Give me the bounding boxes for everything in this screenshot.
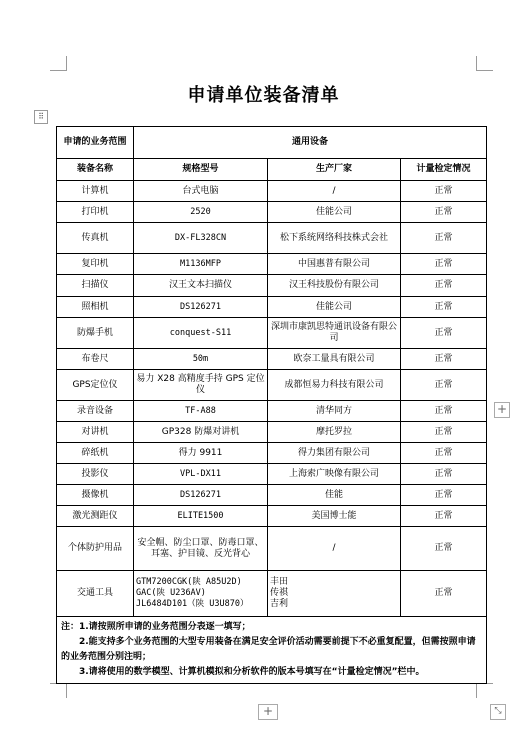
table-row — [57, 401, 487, 422]
scope-value: 通用设备 — [134, 127, 487, 159]
equipment-status: 正常 — [401, 318, 487, 349]
page-title: 申请单位装备清单 — [187, 85, 340, 106]
move-handle-icon[interactable]: ⠿ — [34, 110, 48, 124]
crop-mark-top-left — [50, 56, 67, 71]
table-row — [57, 223, 487, 254]
equipment-maker: 深圳市康凯思特通讯设备有限公司 — [268, 318, 401, 349]
table-row — [57, 318, 487, 349]
equipment-status: 正常 — [401, 401, 487, 422]
table-row — [57, 202, 487, 223]
equipment-name: 交通工具 — [57, 571, 134, 617]
equipment-name: 摄像机 — [57, 485, 134, 506]
equipment-maker: 上海索广映像有限公司 — [268, 464, 401, 485]
crop-mark-bottom-left — [50, 683, 67, 698]
note-line: 2.能支持多个业务范围的大型专用装备在满足安全评价活动需要前提下不必重复配置，但需按照申请的业务范围分别注明； — [61, 637, 476, 662]
equipment-maker: 清华同方 — [268, 401, 401, 422]
equipment-name: 布卷尺 — [57, 349, 134, 370]
equipment-maker: 佳能公司 — [268, 297, 401, 318]
column-header-row — [57, 159, 487, 181]
equipment-maker: 摩托罗拉 — [268, 422, 401, 443]
equipment-status: 正常 — [401, 506, 487, 527]
equipment-model — [134, 571, 268, 617]
table-row — [57, 571, 487, 617]
equipment-status: 正常 — [401, 297, 487, 318]
equipment-status: 正常 — [401, 422, 487, 443]
equipment-status: 正常 — [401, 370, 487, 401]
equipment-model: 2520 — [134, 202, 268, 223]
table-row — [57, 297, 487, 318]
equipment-status: 正常 — [401, 254, 487, 275]
vehicle-model: GTM7200CGK(陕 A85U2D) — [136, 577, 242, 587]
equipment-name: 投影仪 — [57, 464, 134, 485]
equipment-maker: 欧奈工量具有限公司 — [268, 349, 401, 370]
equipment-status: 正常 — [401, 349, 487, 370]
table-row — [57, 464, 487, 485]
equipment-model: 汉王文本扫描仪 — [134, 275, 268, 297]
equipment-status: 正常 — [401, 527, 487, 571]
equipment-status: 正常 — [401, 275, 487, 297]
table-row — [57, 485, 487, 506]
equipment-status: 正常 — [401, 181, 487, 202]
equipment-status: 正常 — [401, 464, 487, 485]
equipment-name: 照相机 — [57, 297, 134, 318]
equipment-maker: 美国博士能 — [268, 506, 401, 527]
equipment-name: 录音设备 — [57, 401, 134, 422]
column-header: 装备名称 — [57, 159, 134, 181]
equipment-status: 正常 — [401, 443, 487, 464]
table-row — [57, 275, 487, 297]
table-row — [57, 254, 487, 275]
equipment-model: 易力 X28 高精度手持 GPS 定位仪 — [134, 370, 268, 401]
table-row — [57, 506, 487, 527]
equipment-model: GP328 防爆对讲机 — [134, 422, 268, 443]
scope-row — [57, 127, 487, 159]
equipment-model: VPL-DX11 — [134, 464, 268, 485]
equipment-name: GPS定位仪 — [57, 370, 134, 401]
crop-mark-top-right — [476, 56, 493, 71]
equipment-name: 计算机 — [57, 181, 134, 202]
vehicle-maker: 丰田 — [270, 577, 289, 587]
equipment-model: M1136MFP — [134, 254, 268, 275]
equipment-model: conquest-S11 — [134, 318, 268, 349]
vehicle-model: GAC(陕 U236AV) — [136, 588, 206, 598]
equipment-model: 50m — [134, 349, 268, 370]
equipment-name: 扫描仪 — [57, 275, 134, 297]
notes-cell — [57, 617, 487, 684]
equipment-model: 得力 9911 — [134, 443, 268, 464]
plus-icon[interactable]: + — [258, 704, 278, 720]
equipment-name: 传真机 — [57, 223, 134, 254]
equipment-maker: 汉王科技股份有限公司 — [268, 275, 401, 297]
equipment-maker: / — [268, 181, 401, 202]
equipment-model: 台式电脑 — [134, 181, 268, 202]
equipment-name: 防爆手机 — [57, 318, 134, 349]
equipment-maker: 松下系统网络科技株式会社 — [268, 223, 401, 254]
table-row — [57, 443, 487, 464]
vehicle-maker: 吉利 — [270, 599, 289, 609]
notes-row — [57, 617, 487, 684]
table-row — [57, 527, 487, 571]
column-header: 生产厂家 — [268, 159, 401, 181]
equipment-model: DX-FL328CN — [134, 223, 268, 254]
equipment-name: 激光测距仪 — [57, 506, 134, 527]
note-line: 3.请将使用的数学模型、计算机模拟和分析软件的版本号填写在“计量检定情况”栏中。 — [79, 667, 425, 677]
equipment-status: 正常 — [401, 202, 487, 223]
equipment-name: 打印机 — [57, 202, 134, 223]
vehicle-model: JL6484D101（陕 U3U870） — [136, 599, 249, 609]
vehicle-maker: 传祺 — [270, 588, 289, 598]
crop-mark-bottom-right — [476, 683, 493, 698]
equipment-model: 安全帽、防尘口罩、防毒口罩、耳塞、护目镜、反光背心 — [134, 527, 268, 571]
equipment-name: 碎纸机 — [57, 443, 134, 464]
equipment-maker: 佳能公司 — [268, 202, 401, 223]
equipment-maker: 得力集团有限公司 — [268, 443, 401, 464]
equipment-table — [56, 126, 487, 684]
resize-icon[interactable]: ⤡ — [490, 704, 506, 720]
plus-icon[interactable]: + — [494, 402, 510, 418]
equipment-maker: 成都恒易力科技有限公司 — [268, 370, 401, 401]
column-header: 计量检定情况 — [401, 159, 487, 181]
column-header: 规格型号 — [134, 159, 268, 181]
equipment-maker — [268, 571, 401, 617]
equipment-name: 复印机 — [57, 254, 134, 275]
equipment-maker: 佳能 — [268, 485, 401, 506]
table-row — [57, 370, 487, 401]
equipment-maker: 中国惠普有限公司 — [268, 254, 401, 275]
equipment-model: TF-A88 — [134, 401, 268, 422]
equipment-name: 个体防护用品 — [57, 527, 134, 571]
equipment-status: 正常 — [401, 223, 487, 254]
equipment-status: 正常 — [401, 485, 487, 506]
scope-label: 申请的业务范围 — [57, 127, 134, 159]
table-row — [57, 422, 487, 443]
table-row — [57, 349, 487, 370]
equipment-maker: / — [268, 527, 401, 571]
note-line: 注：1.请按照所申请的业务范围分表逐一填写； — [61, 622, 251, 632]
table-row — [57, 181, 487, 202]
equipment-model: ELITE1500 — [134, 506, 268, 527]
equipment-status: 正常 — [401, 571, 487, 617]
equipment-name: 对讲机 — [57, 422, 134, 443]
equipment-model: DS126271 — [134, 297, 268, 318]
equipment-model: DS126271 — [134, 485, 268, 506]
